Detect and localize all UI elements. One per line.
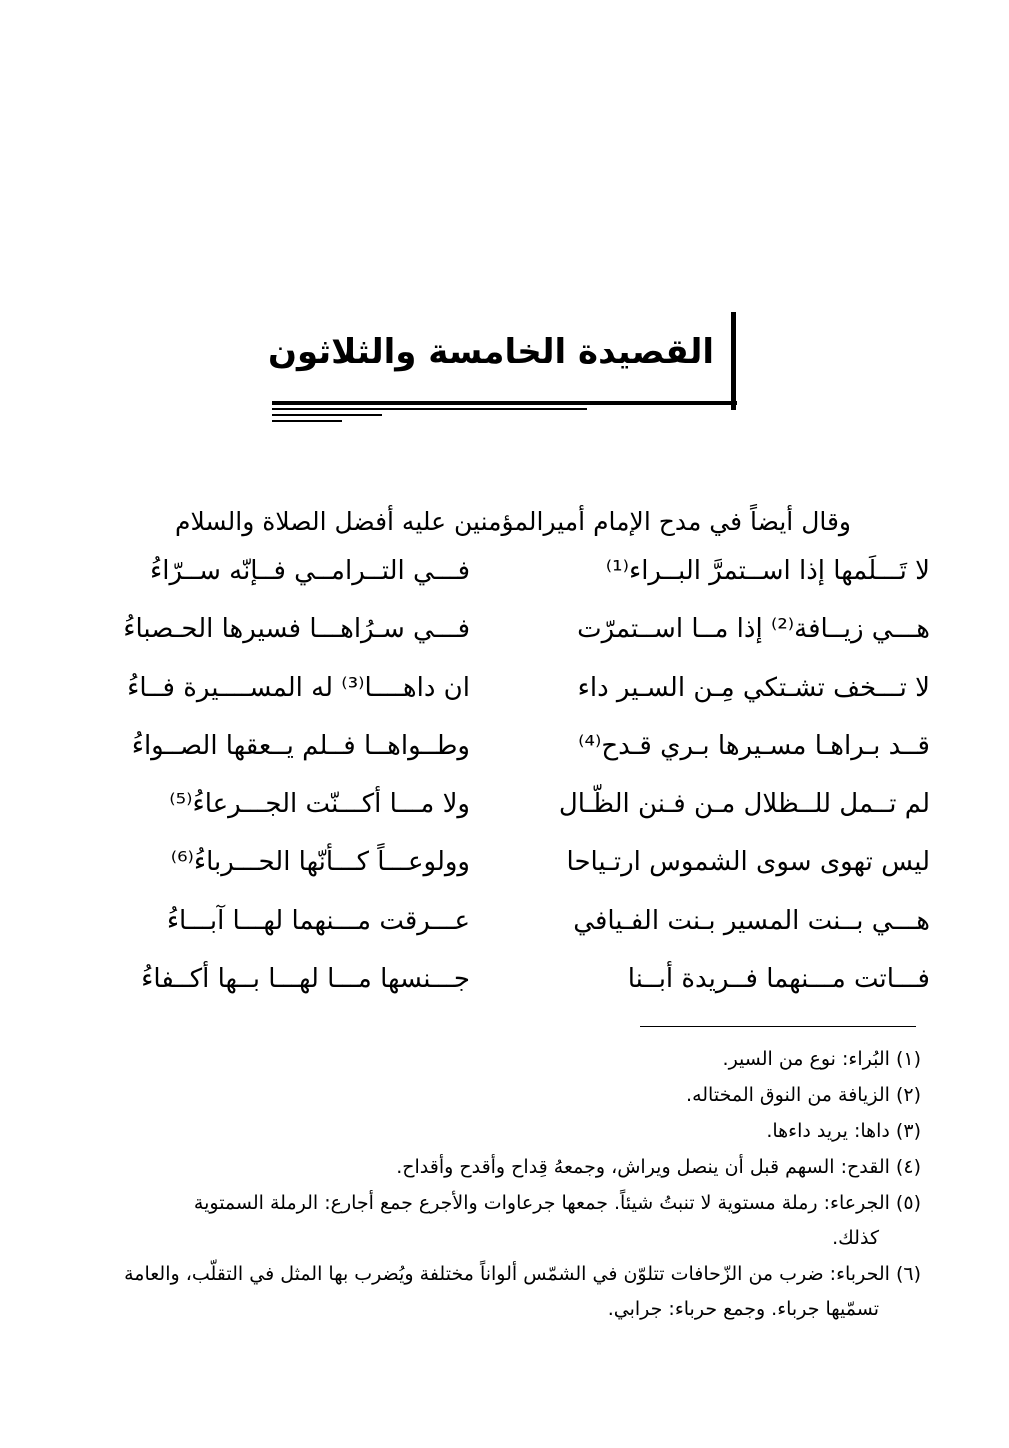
title-block — [262, 308, 742, 428]
footnote — [91, 1265, 921, 1319]
verse-first-hemistich: لا تـــخف تشـتكي مِـن السـير داء — [577, 672, 930, 703]
footnote-text: (٤) القدح: السهم قبل أن ينصل ويراش، وجمعهُ قِداح وأقدح وأقداح. — [396, 1156, 921, 1178]
footnotes — [91, 1050, 921, 1336]
poem-title: القصيدة الخامسة والثلاثون — [268, 332, 714, 372]
verse — [90, 906, 930, 964]
verse-first-hemistich: قــد بـراهـا مسـيرها بـري قـدح⁽⁴⁾ — [578, 730, 930, 761]
title-vertical-bar — [731, 312, 736, 410]
title-rule-3 — [272, 420, 342, 422]
footnote-continuation: كذلك. — [832, 1227, 879, 1249]
verse-second-hemistich: ولا مـــا أكـــنّت الجـــرعاءُ⁽⁵⁾ — [169, 789, 470, 820]
footnote — [91, 1194, 921, 1248]
verse-first-hemistich: هـــي بــنت المسير بـنت الفـيافي — [573, 905, 930, 936]
verse — [90, 789, 930, 847]
verse-first-hemistich: فـــاتت مـــنهما فــريدة أبــنا — [627, 964, 930, 995]
verse — [90, 731, 930, 789]
footnote — [91, 1086, 921, 1105]
footnote-text: (١) البُراء: نوع من السير. — [722, 1048, 921, 1070]
intro-line: وقال أيضاً في مدح الإمام أميرالمؤمنين عليه أفضل الصلاة والسلام — [174, 507, 851, 536]
title-rule-1 — [272, 408, 587, 410]
verse-first-hemistich: لا تَـــلَمها إذا اســتمرَّ البــراء⁽¹⁾ — [605, 556, 930, 586]
verse-second-hemistich: ان داهــــا⁽³⁾ له المســــيرة فــاءُ — [127, 672, 470, 703]
verse-first-hemistich: لم تــمل للــظلال مـن فـنن الظّـال — [558, 789, 930, 820]
verse — [90, 614, 930, 672]
title-rule-2 — [272, 414, 382, 416]
footnote — [91, 1158, 921, 1177]
title-rule-thick — [272, 401, 737, 405]
footnote-continuation: تسمّيها جرباء. وجمع حرباء: جرابي. — [607, 1298, 879, 1320]
footnote-text: (٦) الحرباء: ضرب من الزّحافات تتلوّن في الشمّس ألواناً مختلفة ويُضرب بها المثل في التقلّب، والعامة — [124, 1263, 921, 1285]
footnote — [91, 1122, 921, 1141]
verse-first-hemistich: هـــي زيــافة⁽²⁾ إذا مــا اســتمرّت — [577, 614, 930, 645]
verse — [90, 847, 930, 905]
verse-first-hemistich: ليس تهوى سوى الشموس ارتـياحا — [566, 847, 930, 878]
footnote-text: (٢) الزيافة من النوق المختاله. — [686, 1084, 921, 1106]
verse — [90, 964, 930, 1022]
verse-second-hemistich: فـــي التــرامــي فــإنّه ســرّاءُ — [150, 556, 470, 586]
verse — [90, 556, 930, 614]
verse-second-hemistich: عـــرقت مـــنهما لهـــا آبـــاءُ — [166, 905, 470, 936]
verse-second-hemistich: فـــي سـرُاهـــا فسيرها الحـصباءُ — [123, 614, 470, 645]
poem-verses — [90, 556, 930, 1022]
verse-second-hemistich: جـــنسها مـــا لهـــا بــها أكــفاءُ — [141, 964, 470, 995]
verse — [90, 673, 930, 731]
footnote-text: (٥) الجرعاء: رملة مستوية لا تنبتُ شيئاً. جمعها جرعاوات والأجرع جمع أجارع: الرملة السمتوية — [193, 1192, 921, 1214]
footnote-separator — [640, 1026, 916, 1027]
footnote-text: (٣) داها: يريد داءها. — [766, 1120, 921, 1142]
verse-second-hemistich: وطــواهــا فــلم يــعقها الصــواءُ — [131, 730, 470, 761]
footnote — [91, 1050, 921, 1069]
verse-second-hemistich: وولوعـــاً كـــأنّها الحـــرباءُ⁽⁶⁾ — [170, 847, 470, 878]
